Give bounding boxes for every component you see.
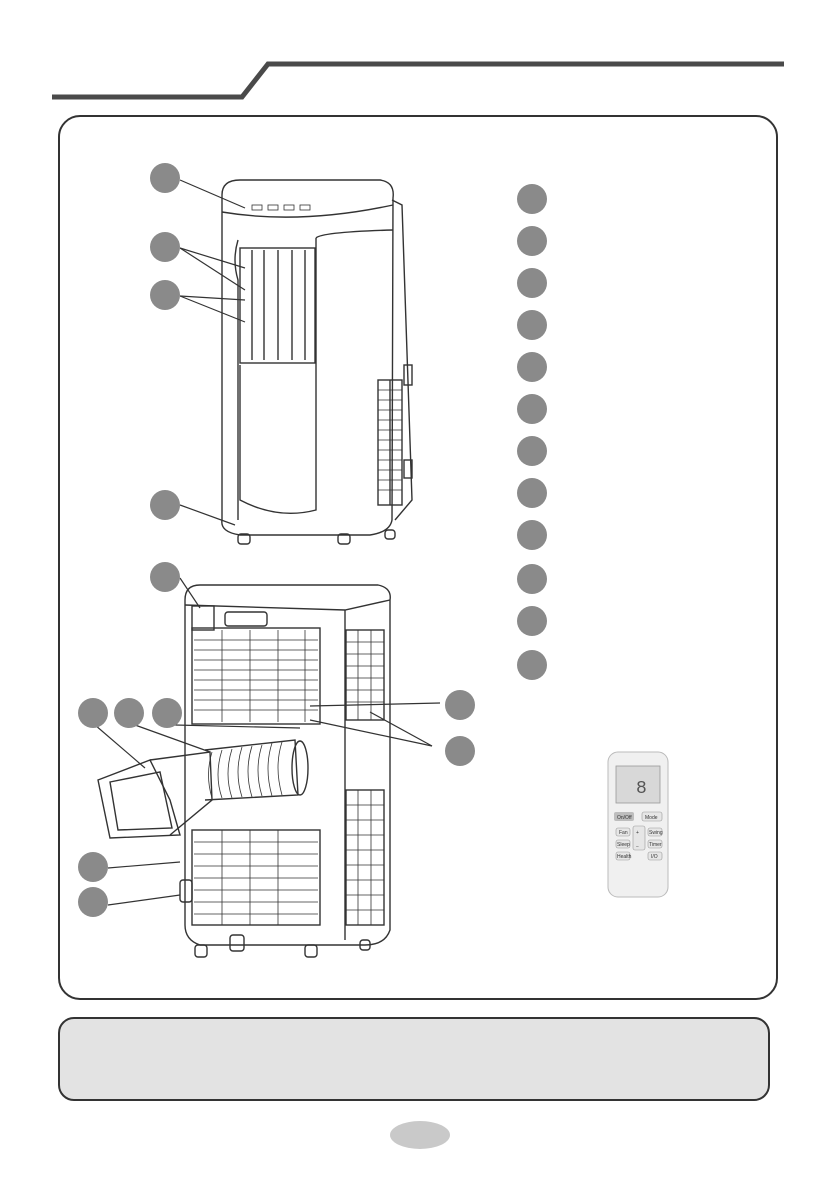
legend-marker-3 xyxy=(517,268,547,298)
svg-text:8: 8 xyxy=(636,779,647,799)
back-view-unit xyxy=(180,585,390,957)
legend-marker-5 xyxy=(517,352,547,382)
remote-swing-label: Swing xyxy=(649,830,663,836)
callout-window-adapter xyxy=(78,698,108,728)
callout-side-grilles xyxy=(445,736,475,766)
legend-marker-8 xyxy=(517,478,547,508)
remote-mode-label: Mode xyxy=(645,815,658,821)
front-view-unit xyxy=(222,180,412,544)
remote-io-label: I/O xyxy=(651,854,658,860)
remote-minus-label: − xyxy=(636,844,639,850)
legend-marker-12 xyxy=(517,650,547,680)
page-number-oval xyxy=(390,1121,450,1149)
callout-base-wheels xyxy=(150,490,180,520)
note-box xyxy=(58,1017,770,1101)
legend-marker-9 xyxy=(517,520,547,550)
legend-marker-6 xyxy=(517,394,547,424)
remote-plus-label: + xyxy=(636,830,639,836)
remote-timer-label: Timer xyxy=(649,842,662,848)
legend-marker-1 xyxy=(517,184,547,214)
legend-marker-11 xyxy=(517,606,547,636)
legend-marker-2 xyxy=(517,226,547,256)
callout-rear-grille xyxy=(78,852,108,882)
callout-air-filter xyxy=(445,690,475,720)
callout-upper-vent xyxy=(150,562,180,592)
remote-control xyxy=(608,752,668,897)
remote-sleep-label: Sleep xyxy=(617,842,630,848)
remote-onoff-label: On/Off xyxy=(617,815,632,821)
remote-fan-label: Fan xyxy=(619,830,628,836)
callout-exhaust-hose xyxy=(114,698,144,728)
legend-marker-7 xyxy=(517,436,547,466)
callout-louvers-horizontal xyxy=(150,232,180,262)
legend-marker-4 xyxy=(517,310,547,340)
callout-drain-outlet xyxy=(78,887,108,917)
callout-control-panel xyxy=(150,163,180,193)
callout-hose-connector xyxy=(152,698,182,728)
legend-marker-10 xyxy=(517,564,547,594)
callout-louvers-vertical xyxy=(150,280,180,310)
remote-health-label: Health xyxy=(617,854,632,860)
